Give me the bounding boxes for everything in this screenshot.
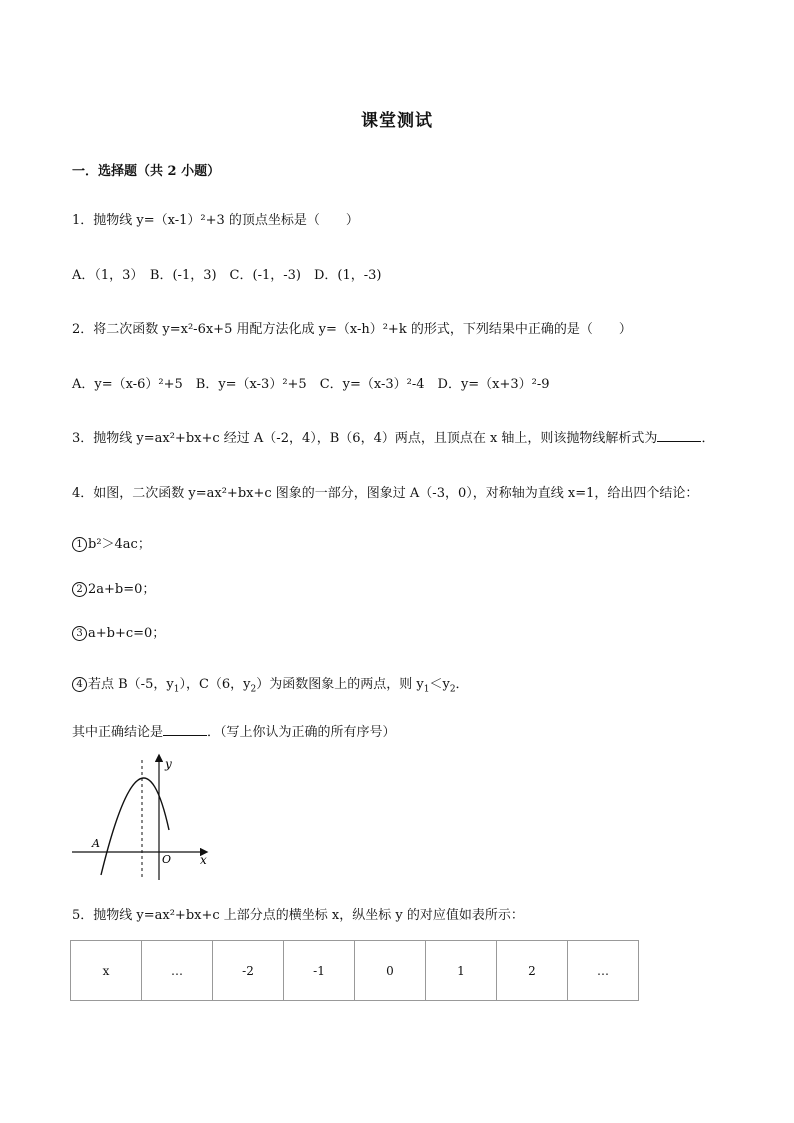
conclusion-1 [72, 533, 151, 552]
circled-number-3: 3 [72, 626, 87, 641]
subscript: 2 [250, 684, 257, 695]
conclusion-4-text-a: 若点 B（-5，y [88, 677, 174, 692]
answer-suffix: ．（写上你认为正确的所有序号） [207, 725, 396, 740]
conclusion-4-text-b: ），C（6，y [179, 677, 251, 692]
circled-number-2: 2 [72, 582, 87, 597]
answer-blank[interactable] [163, 724, 207, 736]
conclusion-4 [72, 673, 469, 695]
conclusion-2-text: 2a+b=0； [88, 582, 156, 597]
circled-number-1: 1 [72, 537, 87, 552]
question-2-text: 2．将二次函数 y=x²-6x+5 用配方法化成 y=（x-h）²+k 的形式，下列结果中正确的是（ ） [72, 322, 632, 337]
question-1-text: 1．抛物线 y=（x-1）²+3 的顶点坐标是（ ） [72, 213, 359, 228]
section-heading: 一．选择题（共 2 小题） [72, 164, 221, 179]
answer-prefix: 其中正确结论是 [72, 725, 164, 740]
question-4-answer-line [72, 721, 396, 740]
question-4-text: 4．如图，二次函数 y=ax²+bx+c 图象的一部分，图象过 A（-3，0），对称轴为直线 x=1，给出四个结论： [72, 486, 699, 501]
question-5-text: 5．抛物线 y=ax²+bx+c 上部分点的横坐标 x，纵坐标 y 的对应值如表所示： [72, 908, 524, 923]
conclusion-4-text-d: ＜y [429, 677, 450, 692]
origin-label: O [162, 853, 172, 866]
conclusion-3 [72, 622, 165, 641]
y-axis-label: y [165, 757, 172, 771]
table-row [71, 941, 639, 1001]
subscript: 2 [449, 684, 456, 695]
question-2-options: A．y=（x-6）²+5 B．y=（x-3）²+5 C．y=（x-3）²-4 D．y=（x+3）²-9 [72, 377, 550, 392]
table-cell: -2 [213, 941, 284, 1001]
point-a-label: A [92, 837, 100, 850]
subscript: 1 [423, 684, 430, 695]
conclusion-2 [72, 578, 155, 597]
table-cell: … [568, 941, 639, 1001]
page-title: 课堂测试 [361, 111, 433, 131]
question-3 [72, 427, 714, 446]
table-cell: … [142, 941, 213, 1001]
conclusion-1-text: b²＞4ac； [88, 537, 151, 552]
table-cell: x [71, 941, 142, 1001]
parabola-graph [66, 752, 226, 887]
value-table [70, 940, 639, 1001]
conclusion-4-text-e: ． [455, 677, 469, 692]
table-cell: 0 [355, 941, 426, 1001]
question-3-end: ． [701, 431, 715, 446]
circled-number-4: 4 [72, 677, 87, 692]
table-cell: 2 [497, 941, 568, 1001]
conclusion-3-text: a+b+c=0； [88, 626, 166, 641]
conclusion-4-text-c: ）为函数图象上的两点，则 y [256, 677, 424, 692]
table-cell: -1 [284, 941, 355, 1001]
answer-blank[interactable] [657, 430, 701, 442]
x-axis-label: x [200, 853, 207, 867]
subscript: 1 [173, 684, 180, 695]
table-cell: 1 [426, 941, 497, 1001]
question-3-text: 3．抛物线 y=ax²+bx+c 经过 A（-2，4），B（6，4）两点，且顶点在 x 轴上，则该抛物线解析式为 [72, 431, 658, 446]
question-1-options: A．（1，3） B．(-1，3) C．(-1，-3) D．(1，-3) [72, 268, 382, 283]
